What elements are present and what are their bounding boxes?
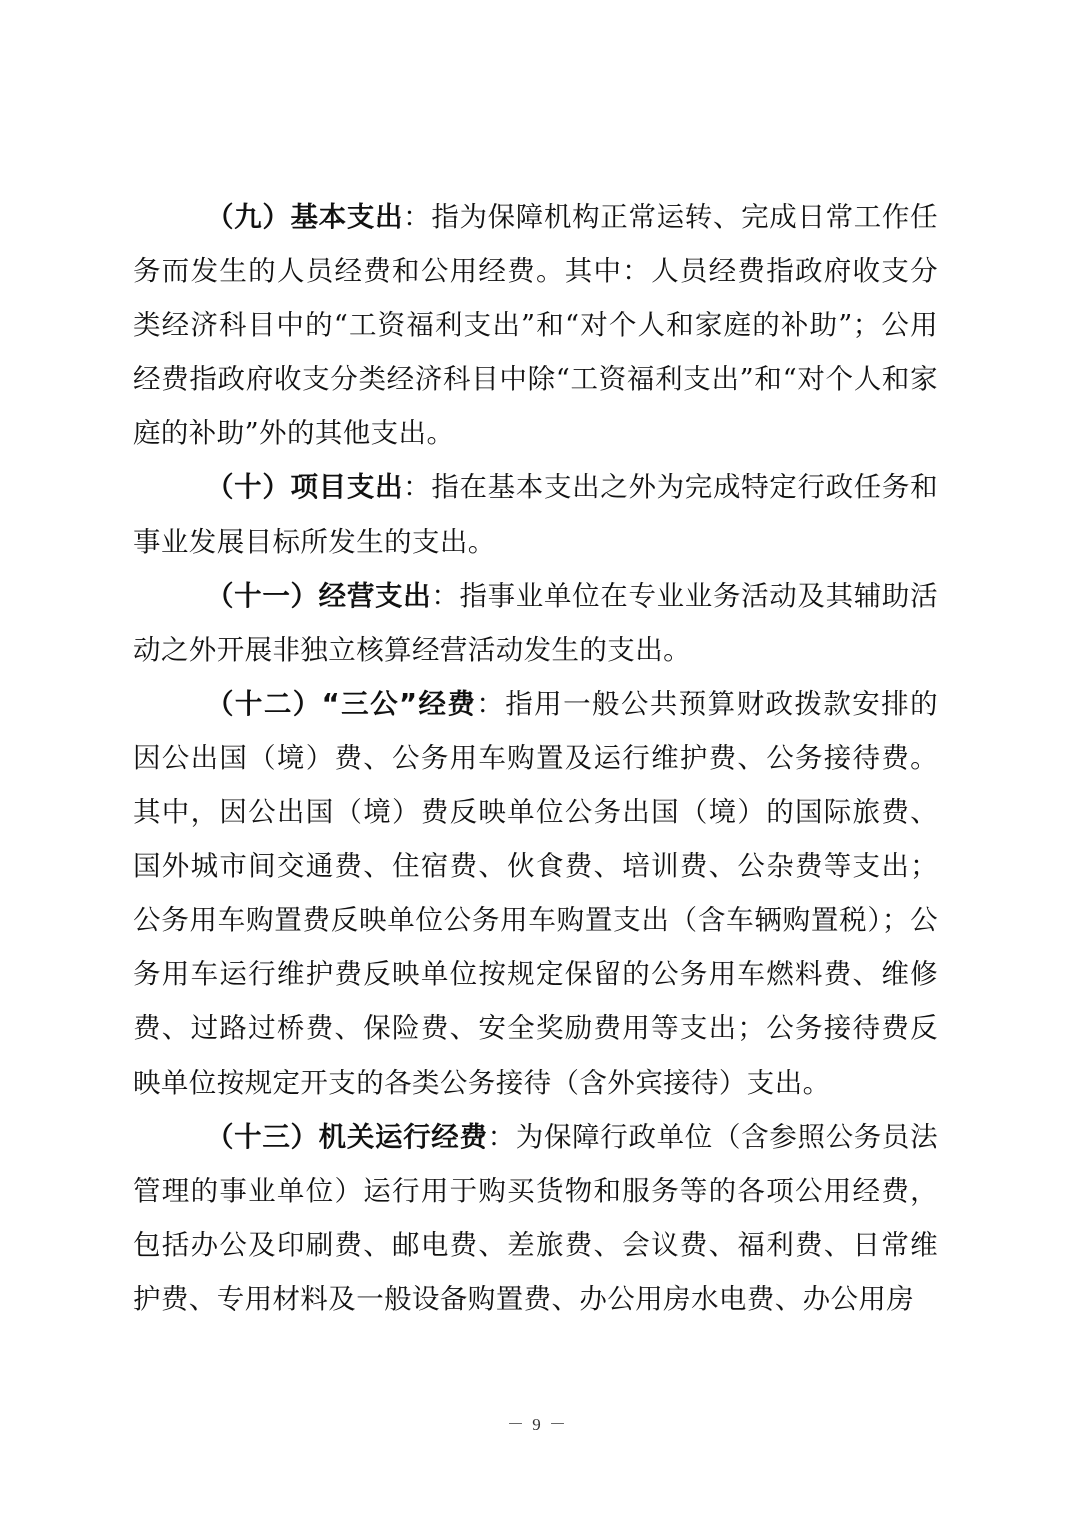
paragraph-text: ：指用一般公共预算财政拨款安排的因公出国（境）费、公务用车购置及运行维护费、公务接待费。其中，因公出国（境）费反映单位公务出国（境）的国际旅费、国外城市间交通费、住宿费、伙食费、培训费、公杂费等支出；公务用车购置费反映单位公务用车购置支出（含车辆购置税）；公务用车运行维护费反映单位按规定保留的公务用车燃料费、维修费、过路过桥费、保险费、安全奖励费用等支出；公务接待费反映单位按规定开支的各类公务接待（含外宾接待）支出。: [133, 687, 938, 1099]
term-heading: （十一）经营支出: [206, 579, 432, 612]
term-heading: （十）项目支出: [206, 471, 404, 504]
term-heading: （九）基本支出: [206, 201, 404, 233]
term-heading: （十三）机关运行经费: [206, 1120, 488, 1153]
paragraph-agency-operating-funds: [133, 1110, 938, 1326]
paragraph-operating-expenditure: [133, 569, 938, 677]
paragraph-text: ：指为保障机构正常运转、完成日常工作任务而发生的人员经费和公用经费。其中：人员经费指政府收支分类经济科目中的“工资福利支出”和“对个人和家庭的补助”；公用经费指政府收支分类经济科目中除“工资福利支出”和“对个人和家庭的补助”外的其他支出。: [133, 201, 938, 450]
page-number: － 9 －: [507, 1415, 568, 1434]
paragraph-text: ：为保障行政单位（含参照公务员法管理的事业单位）运行用于购买货物和服务等的各项公用经费，包括办公及印刷费、邮电费、差旅费、会议费、福利费、日常维护费、专用材料及一般设备购置费、办公用房水电费、办公用房: [133, 1120, 938, 1315]
term-heading: （十二）“三公”经费: [206, 687, 477, 720]
paragraph-three-public-funds: [133, 677, 938, 1110]
paragraph-project-expenditure: [133, 460, 938, 568]
body-text: [133, 190, 938, 1326]
paragraph-basic-expenditure: [133, 190, 938, 460]
paragraph-text: ：指事业单位在专业业务活动及其辅助活动之外开展非独立核算经营活动发生的支出。: [133, 579, 938, 666]
paragraph-text: ：指在基本支出之外为完成特定行政任务和事业发展目标所发生的支出。: [133, 471, 938, 558]
